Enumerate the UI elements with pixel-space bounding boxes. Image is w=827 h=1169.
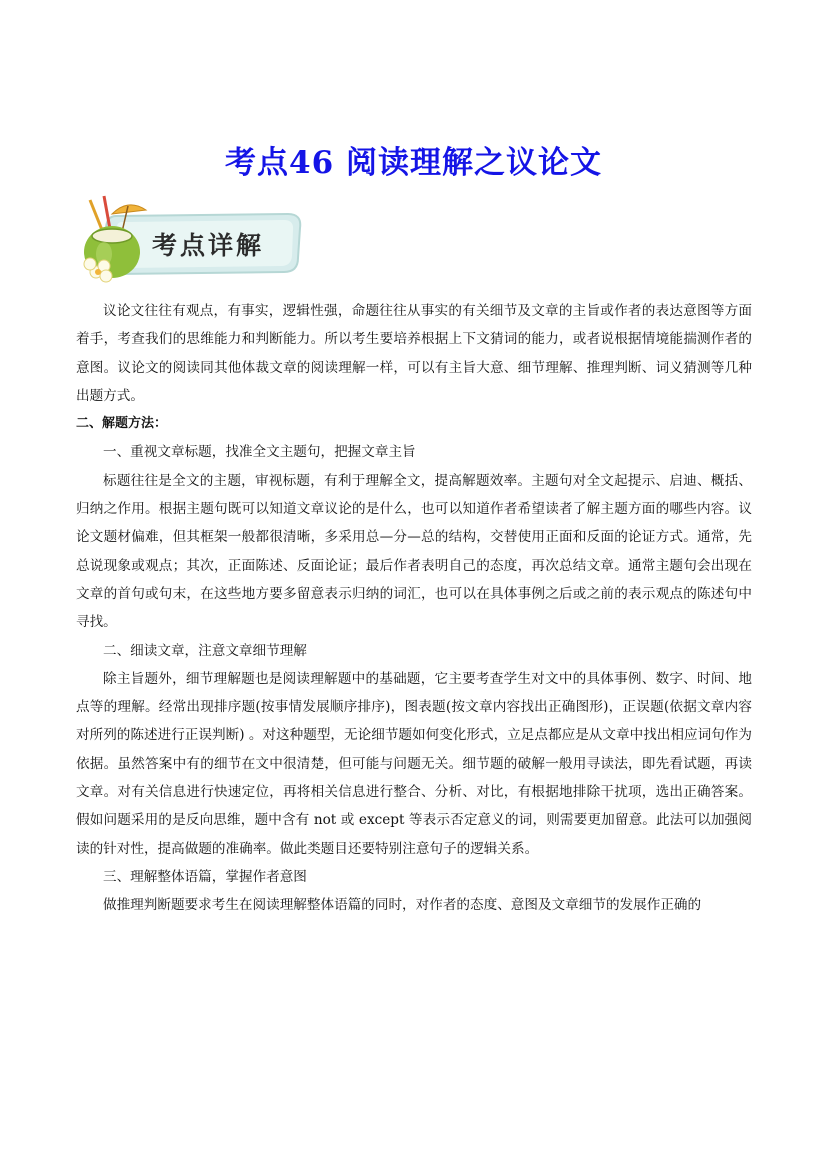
method-heading: 一、重视文章标题，找准全文主题句，把握文章主旨 xyxy=(103,444,416,461)
intro-paragraph: 议论文往往有观点，有事实，逻辑性强，命题往往从事实的有关细节及文章的主旨或作者的表达意图等方面着手，考查我们的思维能力和判断能力。所以考生要培养根据上下文猜词的能力，或者说根据情境能揣测作者的意图。议论文的阅读同其他体裁文章的阅读理解一样，可以有主旨大意、细节理解、推理判断、词义猜测等几种出题方式。 xyxy=(76,303,752,404)
method-paragraph: 做推理判断题要求考生在阅读理解整体语篇的同时，对作者的态度、意图及文章细节的发展作正确的 xyxy=(103,897,702,914)
article-body xyxy=(76,297,752,920)
method-heading: 三、理解整体语篇，掌握作者意图 xyxy=(103,868,307,885)
method-paragraph: 除主旨题外，细节理解题也是阅读理解题中的基础题，它主要考查学生对文中的具体事例、数字、时间、地点等的理解。经常出现排序题(按事情发展顺序排序)，图表题(按文章内容找出正确图形)，正误题(依据文章内容对所列的陈述进行正误判断) 。对这种题型，无论细节题如何变化形式，立足点都应是从文章中找出相应词句作为依据。虽然答案中有的细节在文中很清楚，但可能与问题无关。细节题的破解一般用寻读法，即先看试题，再读文章。对有关信息进行快速定位，再将相关信息进行整合、分析、对比，有根据地排除干扰项，选出正确答案。假如问题采用的是反向思维，题中含有 not 或 except 等表示否定意义的词，则需要更加留意。此法可以加强阅读的针对性，提高做题的准确率。做此类题目还要特别注意句子的逻辑关系。 xyxy=(76,670,752,857)
page-title: 考点46 阅读理解之议论文 xyxy=(225,144,602,181)
method-paragraph: 标题往往是全文的主题，审视标题，有利于理解全文，提高解题效率。主题句对全文起提示、启迪、概括、归纳之作用。根据主题句既可以知道文章议论的是什么，也可以知道作者希望读者了解主题方面的哪些内容。议论文题材偏难，但其框架一般都很清晰，多采用总—分—总的结构，交替使用正面和反面的论证方式。通常，先总说现象或观点；其次，正面陈述、反面论证；最后作者表明自己的态度，再次总结文章。通常主题句会出现在文章的首句或句末，在这些地方要多留意表示归纳的词汇，也可以在具体事例之后或之前的表示观点的陈述句中寻找。 xyxy=(76,472,752,631)
banner-label: 考点详解 xyxy=(152,231,265,260)
method-heading: 二、细读文章，注意文章细节理解 xyxy=(103,642,307,659)
section-title: 二、解题方法： xyxy=(76,416,168,432)
